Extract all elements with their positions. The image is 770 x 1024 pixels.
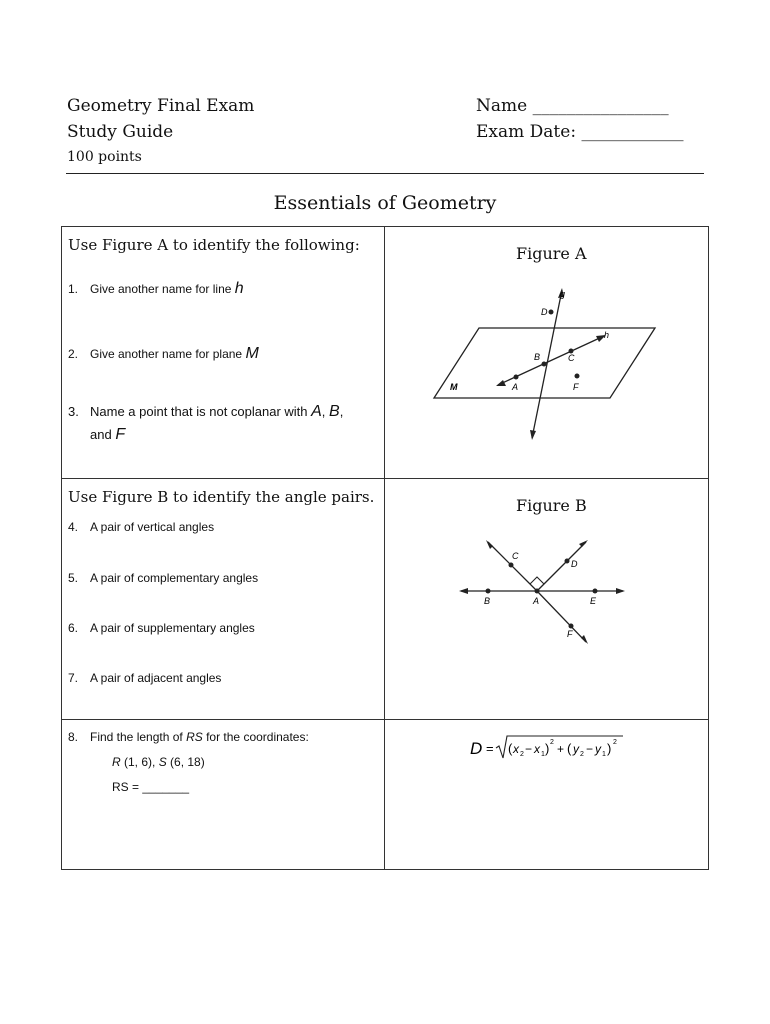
points-label: 100 points [67, 149, 142, 165]
q1-text: Give another name for line [90, 282, 235, 296]
table-row-divider-1 [61, 478, 709, 479]
label-g: g [560, 289, 566, 299]
section-title: Essentials of Geometry [273, 192, 497, 214]
line-h-arrow-left [496, 380, 506, 386]
label-c: C [512, 551, 519, 561]
q8-text-2: for the coordinates: [202, 730, 309, 744]
ray-af-arrow [581, 635, 588, 644]
exam-title: Geometry Final Exam [67, 96, 255, 116]
ray-ad-arrow [579, 540, 588, 547]
formula-x1-sub: 1 [541, 751, 545, 758]
question-1 [68, 280, 244, 298]
table-row-divider-2 [61, 719, 709, 720]
question-7 [68, 671, 221, 685]
q3-sep-2: , [339, 404, 344, 419]
formula-minus-2: − [586, 742, 594, 756]
point-a [514, 375, 519, 380]
q3-number: 3. [68, 404, 79, 419]
point-c [509, 563, 514, 568]
figure-a-title: Figure A [516, 244, 587, 263]
q5-text: A pair of complementary angles [90, 571, 259, 585]
label-h: h [604, 330, 610, 340]
line-g-arrow-bottom [530, 430, 536, 440]
q6-text: A pair of supplementary angles [90, 621, 255, 635]
line-be-arrow-right [616, 588, 625, 594]
q1-number: 1. [68, 282, 79, 296]
q2-text: Give another name for plane [90, 347, 246, 361]
q4-text: A pair of vertical angles [90, 520, 215, 534]
formula-y1: y [595, 742, 601, 756]
study-guide-subtitle: Study Guide [67, 122, 174, 142]
q3-point-a: A [311, 403, 322, 420]
q8-text-1: Find the length of [90, 730, 187, 744]
question-6 [68, 621, 255, 635]
q3-point-f: F [115, 426, 126, 443]
formula-equals: = [486, 741, 494, 756]
formula-square-2: 2 [613, 739, 617, 746]
distance-formula [468, 733, 633, 763]
coordinates [112, 755, 205, 769]
question-2 [68, 345, 259, 363]
q3-and: and [90, 427, 116, 442]
label-m: M [450, 382, 458, 392]
figure-b-title: Figure B [516, 496, 587, 515]
q2-var: M [245, 345, 259, 362]
point-b [542, 362, 547, 367]
label-d: D [571, 559, 578, 569]
label-b: B [484, 596, 491, 606]
point-f [569, 624, 574, 629]
point-b [486, 589, 491, 594]
answer-blank: RS = _______ [112, 780, 190, 794]
formula-d: D [470, 739, 483, 758]
label-c: C [568, 353, 575, 363]
q5-number: 5. [68, 571, 79, 585]
point-d [565, 559, 570, 564]
paren-open-2: ( [567, 741, 572, 756]
coord-s-label: S [158, 755, 167, 769]
figure-a-diagram [420, 280, 670, 445]
q1-var: h [234, 280, 244, 297]
point-f [575, 374, 580, 379]
formula-minus-1: − [525, 742, 533, 756]
header-right [476, 93, 683, 145]
q4-number: 4. [68, 520, 79, 534]
coord-r-label: R [112, 755, 121, 769]
exam-date-label: Exam Date: ____________ [476, 122, 684, 142]
paren-open-1: ( [508, 741, 513, 756]
q3-sep-1: , [321, 404, 330, 419]
question-8 [68, 730, 309, 744]
right-angle-mark [530, 577, 544, 584]
ray-af [537, 591, 586, 642]
point-e [593, 589, 598, 594]
paren-close-2: ) [607, 741, 612, 756]
point-d [549, 310, 554, 315]
label-b: B [534, 352, 541, 362]
label-e: E [590, 596, 597, 606]
coord-r-value: (1, 6), [120, 755, 159, 769]
q8-segment: RS [186, 730, 203, 744]
figure-b-diagram [455, 535, 630, 650]
paren-close-1: ) [545, 741, 550, 756]
table-column-divider [384, 226, 385, 870]
formula-x2-sub: 2 [520, 751, 524, 758]
section2-instruction: Use Figure B to identify the angle pairs. [68, 488, 375, 506]
q3-text: Name a point that is not coplanar with [90, 404, 312, 419]
label-a: A [512, 382, 519, 392]
header-left [67, 93, 254, 169]
q8-number: 8. [68, 730, 79, 744]
q6-number: 6. [68, 621, 79, 635]
name-field-label: Name ________________ [476, 96, 669, 116]
q7-text: A pair of adjacent angles [90, 671, 222, 685]
label-a: A [533, 596, 540, 606]
label-f: F [573, 382, 579, 392]
formula-plus: + [557, 742, 565, 756]
line-be-arrow-left [459, 588, 468, 594]
question-5 [68, 571, 258, 585]
formula-x2: x [513, 742, 519, 756]
label-f: F [567, 629, 573, 639]
question-4 [68, 520, 214, 534]
formula-square-1: 2 [550, 739, 554, 746]
q7-number: 7. [68, 671, 79, 685]
header-divider [66, 173, 704, 174]
formula-y2: y [573, 742, 579, 756]
formula-y1-sub: 1 [602, 751, 606, 758]
coord-s-value: (6, 18) [166, 755, 205, 769]
formula-y2-sub: 2 [580, 751, 584, 758]
label-d: D [541, 307, 548, 317]
point-a [535, 589, 540, 594]
ray-ac-arrow [486, 540, 493, 549]
formula-x1: x [534, 742, 540, 756]
q3-point-b: B [329, 403, 340, 420]
section1-instruction: Use Figure A to identify the following: [68, 236, 360, 254]
question-3 [68, 400, 343, 446]
q2-number: 2. [68, 347, 79, 361]
